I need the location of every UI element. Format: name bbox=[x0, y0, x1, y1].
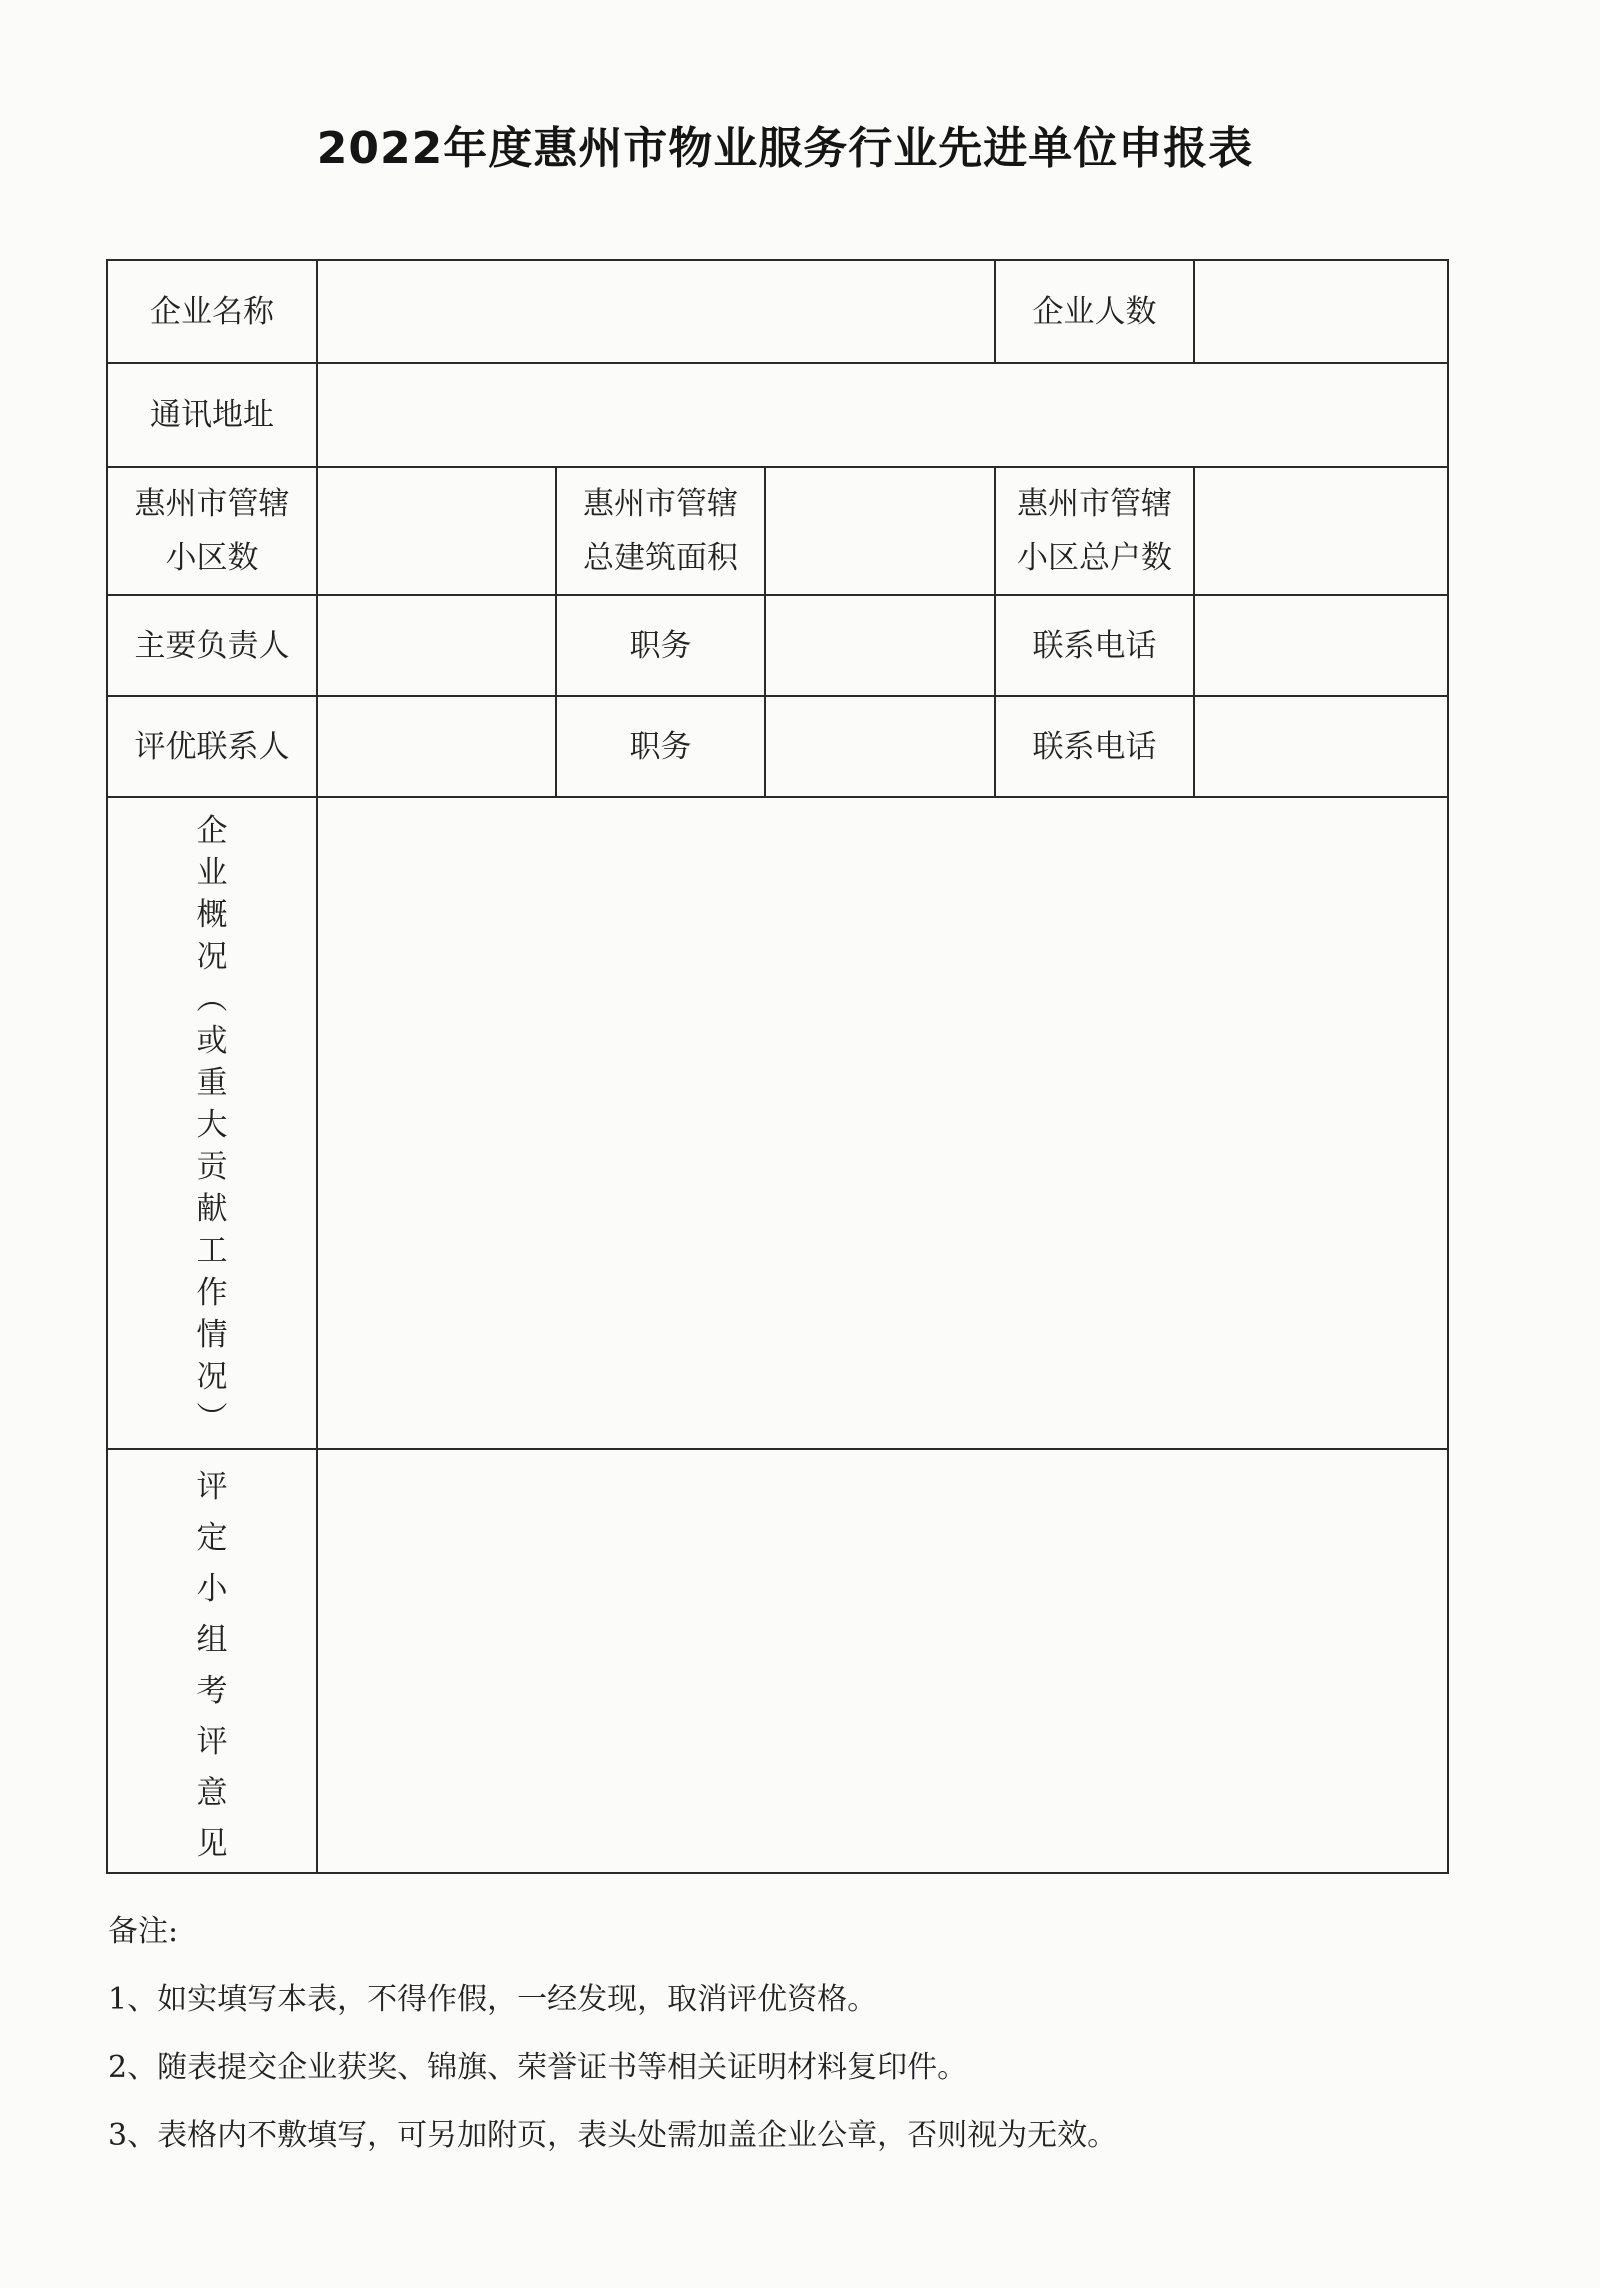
vertical-label-char: 定 bbox=[196, 1520, 228, 1556]
communities-label bbox=[107, 467, 317, 595]
notes-heading: 备注: bbox=[108, 1914, 179, 1949]
row-overview bbox=[107, 797, 1448, 1449]
area-label-line-1: 惠州市管辖 bbox=[583, 486, 738, 522]
households-label bbox=[995, 467, 1194, 595]
row-address bbox=[107, 363, 1448, 467]
vertical-label-char: ︵ bbox=[196, 981, 228, 1017]
vertical-label-char: 工 bbox=[196, 1233, 228, 1269]
review-field[interactable] bbox=[317, 1449, 1448, 1873]
overview-field[interactable] bbox=[317, 797, 1448, 1449]
vertical-label-char: 小 bbox=[196, 1571, 228, 1607]
manager-label: 主要负责人 bbox=[107, 595, 317, 696]
contact-field[interactable] bbox=[317, 696, 556, 797]
vertical-label-char: 情 bbox=[196, 1317, 228, 1353]
vertical-label-char: 企 bbox=[196, 813, 228, 849]
households-label-line-1: 惠州市管辖 bbox=[1017, 486, 1173, 522]
vertical-label-char: ︶ bbox=[196, 1401, 228, 1437]
contact-label: 评优联系人 bbox=[107, 696, 317, 797]
vertical-label-char: 重 bbox=[196, 1065, 228, 1101]
review-label bbox=[107, 1449, 317, 1873]
area-label bbox=[556, 467, 765, 595]
vertical-label-char: 考 bbox=[196, 1673, 228, 1709]
vertical-label-char: 评 bbox=[196, 1469, 228, 1505]
note-item: 1、如实填写本表，不得作假，一经发现，取消评优资格。 bbox=[108, 1982, 878, 2017]
households-label-line-2: 小区总户数 bbox=[1017, 540, 1173, 576]
row-contact bbox=[107, 696, 1448, 797]
page-title: 2022年度惠州市物业服务行业先进单位申报表 bbox=[316, 123, 1254, 174]
vertical-label-char: 献 bbox=[196, 1191, 228, 1227]
employee-count-field[interactable] bbox=[1194, 260, 1448, 363]
manager-phone-label: 联系电话 bbox=[995, 595, 1194, 696]
vertical-label-char: 作 bbox=[196, 1275, 228, 1311]
contact-phone-label: 联系电话 bbox=[995, 696, 1194, 797]
notes-section bbox=[108, 1898, 1117, 2170]
vertical-label-char: 况 bbox=[196, 939, 228, 975]
area-label-line-2: 总建筑面积 bbox=[583, 540, 738, 576]
employee-count-label: 企业人数 bbox=[995, 260, 1194, 363]
company-name-field[interactable] bbox=[317, 260, 995, 363]
contact-position-field[interactable] bbox=[765, 696, 995, 797]
note-item: 2、随表提交企业获奖、锦旗、荣誉证书等相关证明材料复印件。 bbox=[108, 2050, 968, 2085]
communities-label-line-2: 小区数 bbox=[165, 540, 259, 576]
area-field[interactable] bbox=[765, 467, 995, 595]
vertical-label-char: 业 bbox=[196, 855, 228, 891]
vertical-label-char: 概 bbox=[196, 897, 228, 933]
contact-position-label: 职务 bbox=[556, 696, 765, 797]
vertical-label-char: 评 bbox=[196, 1724, 228, 1760]
vertical-label-char: 大 bbox=[196, 1107, 228, 1143]
address-field[interactable] bbox=[317, 363, 1448, 467]
vertical-label-char: 组 bbox=[196, 1622, 228, 1658]
vertical-label-char: 意 bbox=[196, 1775, 228, 1811]
note-item: 3、表格内不敷填写，可另加附页，表头处需加盖企业公章，否则视为无效。 bbox=[108, 2118, 1118, 2153]
row-manager bbox=[107, 595, 1448, 696]
overview-label-stack bbox=[108, 798, 316, 1440]
application-form-table bbox=[106, 259, 1449, 1874]
contact-phone-field[interactable] bbox=[1194, 696, 1448, 797]
manager-phone-field[interactable] bbox=[1194, 595, 1448, 696]
manager-position-field[interactable] bbox=[765, 595, 995, 696]
vertical-label-char: 或 bbox=[196, 1023, 228, 1059]
vertical-label-char: 况 bbox=[196, 1359, 228, 1395]
vertical-label-char: 贡 bbox=[196, 1149, 228, 1185]
row-review bbox=[107, 1449, 1448, 1873]
communities-label-line-1: 惠州市管辖 bbox=[134, 486, 290, 522]
manager-field[interactable] bbox=[317, 595, 556, 696]
address-label: 通讯地址 bbox=[107, 363, 317, 467]
households-field[interactable] bbox=[1194, 467, 1448, 595]
overview-label bbox=[107, 797, 317, 1449]
company-name-label: 企业名称 bbox=[107, 260, 317, 363]
manager-position-label: 职务 bbox=[556, 595, 765, 696]
row-company-name bbox=[107, 260, 1448, 363]
review-label-stack bbox=[108, 1450, 316, 1870]
row-stats bbox=[107, 467, 1448, 595]
vertical-label-char: 见 bbox=[196, 1826, 228, 1862]
communities-field[interactable] bbox=[317, 467, 556, 595]
